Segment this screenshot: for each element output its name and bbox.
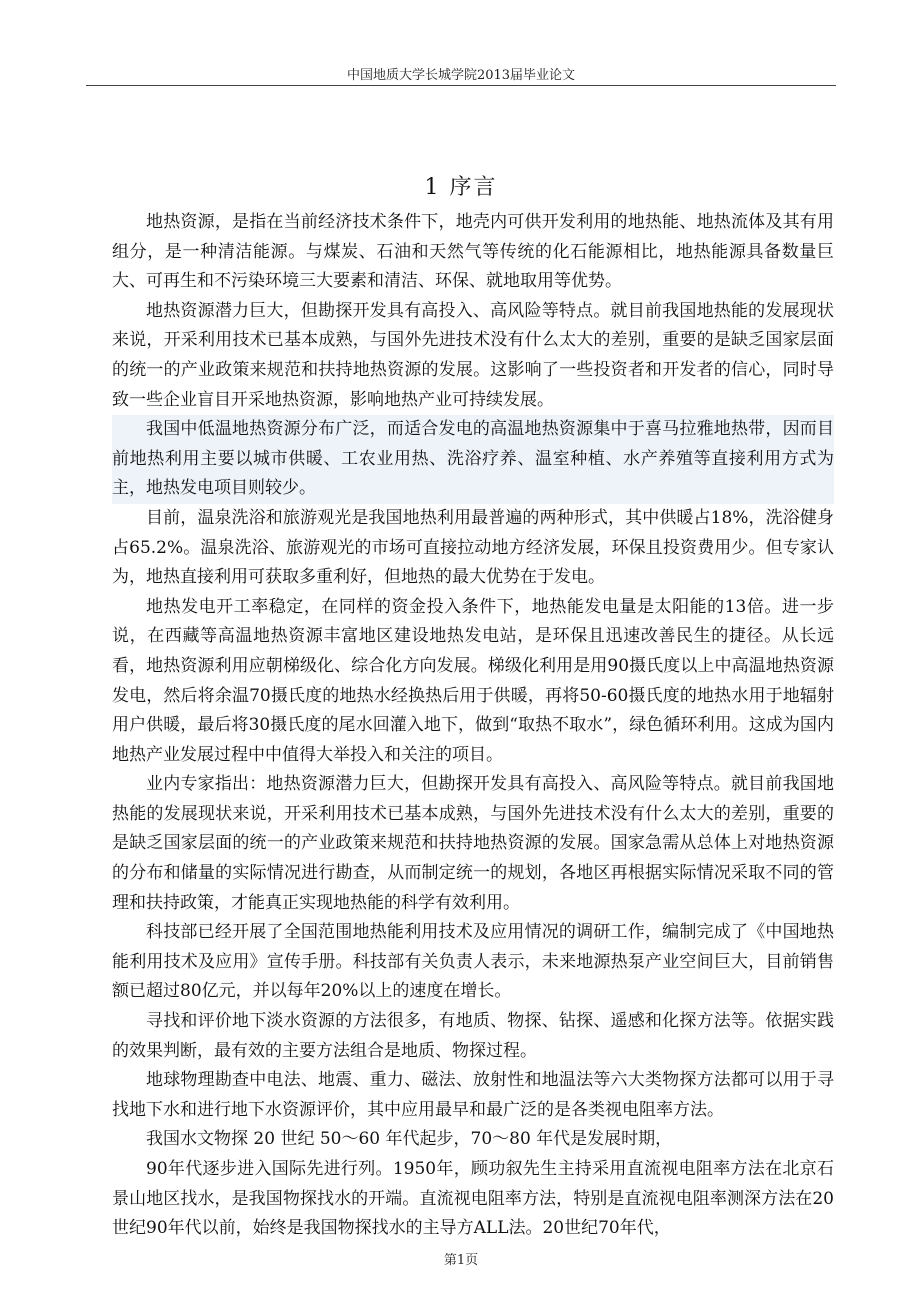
paragraph: 地热发电开工率稳定，在同样的资金投入条件下，地热能发电量是太阳能的13倍。进一步说，在西藏等高温地热资源丰富地区建设地热发电站，是环保且迅速改善民生的捷径。从长远看，地热资源利用应朝梯级化、综合化方向发展。梯级化利用是用90摄氏度以上中高温地热资源发电，然后将余温70摄氏度的地热水经换热后用于供暖，再将50-60摄氏度的地热水用于地辐射用户供暖，最后将30摄氏度的尾水回灌入地下，做到“取热不取水”，绿色循环利用。这成为国内地热产业发展过程中中值得大举投入和关注的项目。 xyxy=(112,596,834,765)
page-number: 第1页 xyxy=(443,1253,479,1268)
paragraph: 我国水文物探 20 世纪 50～60 年代起步，70～80 年代是发展时期， xyxy=(146,1129,673,1150)
header-divider xyxy=(86,85,836,86)
paragraph: 科技部已经开展了全国范围地热能利用技术及应用情况的调研工作，编制完成了《中国地热能利用技术及应用》宣传手册。科技部有关负责人表示，未来地源热泵产业空间巨大，目前销售额已超过80亿元，并以每年20%以上的速度在增长。 xyxy=(112,922,834,1002)
page-header: 中国地质大学长城学院2013届毕业论文 xyxy=(346,68,576,83)
paragraph: 90年代逐步进入国际先进行列。1950年，顾功叙先生主持采用直流视电阻率方法在北京石景山地区找水，是我国物探找水的开端。直流视电阻率方法，特别是直流视电阻率测深方法在20世纪90年代以前，始终是我国物探找水的主导方ALL法。20世纪70年代， xyxy=(112,1159,834,1239)
paragraph-highlighted: 我国中低温地热资源分布广泛，而适合发电的高温地热资源集中于喜马拉雅地热带，因而目前地热利用主要以城市供暖、工农业用热、洗浴疗养、温室种植、水产养殖等直接利用方式为主，地热发电项目则较少。 xyxy=(112,415,834,504)
section-title: 1 序言 xyxy=(424,175,498,200)
paragraph: 寻找和评价地下淡水资源的方法很多，有地质、物探、钻探、遥感和化探方法等。依据实践的效果判断，最有效的主要方法组合是地质、物探过程。 xyxy=(112,1011,834,1061)
body-text xyxy=(112,208,834,1244)
paragraph: 目前，温泉洗浴和旅游观光是我国地热利用最普遍的两种形式，其中供暖占18%，洗浴健身占65.2%。温泉洗浴、旅游观光的市场可直接拉动地方经济发展，环保且投资费用少。但专家认为，地热直接利用可获取多重利好，但地热的最大优势在于发电。 xyxy=(112,507,834,588)
paragraph: 地热资源，是指在当前经济技术条件下，地壳内可供开发利用的地热能、地热流体及其有用组分，是一种清洁能源。与煤炭、石油和天然气等传统的化石能源相比，地热能源具备数量巨大、可再生和不污染环境三大要素和清洁、环保、就地取用等优势。 xyxy=(112,212,834,292)
paragraph: 地热资源潜力巨大，但勘探开发具有高投入、高风险等特点。就目前我国地热能的发展现状来说，开采利用技术已基本成熟，与国外先进技术没有什么太大的差别，重要的是缺乏国家层面的统一的产业政策来规范和扶持地热资源的发展。这影响了一些投资者和开发者的信心，同时导致一些企业盲目开采地热资源，影响地热产业可持续发展。 xyxy=(112,300,834,410)
paragraph: 业内专家指出：地热资源潜力巨大，但勘探开发具有高投入、高风险等特点。就目前我国地热能的发展现状来说，开采利用技术已基本成熟，与国外先进技术没有什么太大的差别，重要的是缺乏国家层面的统一的产业政策来规范和扶持地热资源的发展。国家急需从总体上对地热资源的分布和储量的实际情况进行勘查，从而制定统一的规划，各地区再根据实际情况采取不同的管理和扶持政策，才能真正实现地热能的科学有效利用。 xyxy=(112,774,834,913)
paragraph: 地球物理勘查中电法、地震、重力、磁法、放射性和地温法等六大类物探方法都可以用于寻找地下水和进行地下水资源评价，其中应用最早和最广泛的是各类视电阻率方法。 xyxy=(112,1070,834,1120)
